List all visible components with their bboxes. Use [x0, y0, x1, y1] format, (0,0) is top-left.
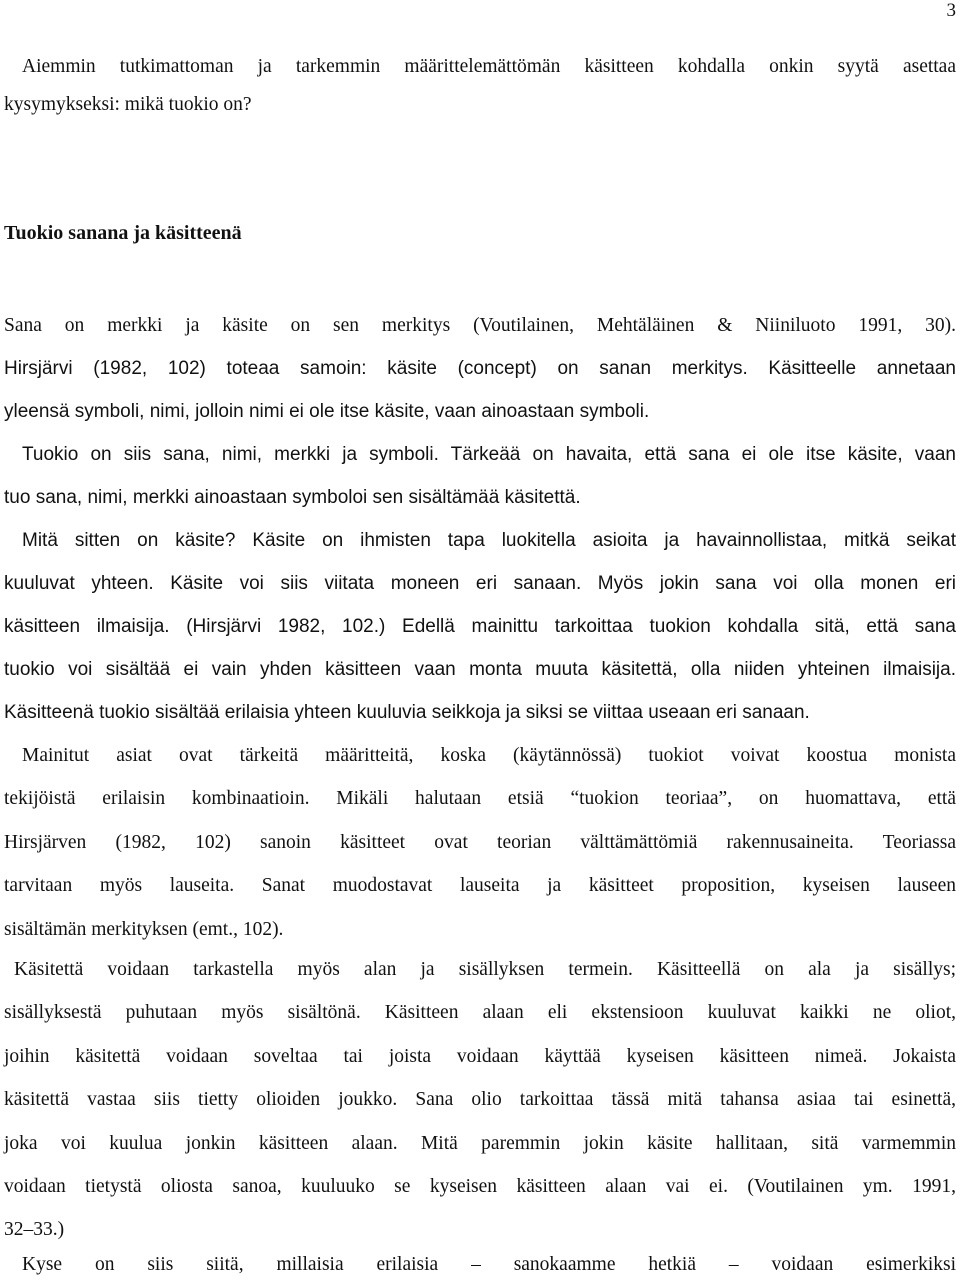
- paragraph-maaritteet: [4, 734, 956, 951]
- text-line: Mainitut asiat ovat tärkeitä määritteitä, koska (käytännössä) tuokiot voivat koostua monista: [22, 745, 956, 766]
- text-line: joka voi kuulua jonkin käsitteen alaan. Mitä paremmin jokin käsite hallitaan, sitä varmemmin: [4, 1132, 956, 1154]
- text-line: Mitä sitten on käsite? Käsite on ihmisten tapa luokitella asioita ja havainnollistaa, mitkä seikat: [22, 530, 956, 551]
- text-line: tuokio voi sisältää ei vain yhden käsitteen vaan monta muuta käsitettä, olla niiden yhteinen ilmaisija.: [4, 659, 956, 680]
- text-line: Sana on merkki ja käsite on sen merkitys (Voutilainen, Mehtäläinen & Niiniluoto 1991, 30).: [4, 315, 956, 336]
- paragraph-kyse: [4, 1246, 956, 1284]
- intro-paragraph: [4, 48, 956, 124]
- text-line: Hirsjärvi (1982, 102) toteaa samoin: käsite (concept) on sanan merkitys. Käsitteelle annetaan: [4, 358, 956, 379]
- text-line: Aiemmin tutkimattoman ja tarkemmin määrittelemättömän käsitteen kohdalla onkin syytä asettaa: [22, 56, 956, 77]
- paragraph-sana-ja-kasite: [4, 304, 956, 734]
- section-heading: Tuokio sanana ja käsitteenä: [4, 222, 242, 244]
- text-line: sisältämän merkityksen (emt., 102).: [4, 918, 284, 940]
- text-line: kuuluvat yhteen. Käsite voi siis viitata moneen eri sanaan. Myös jokin sana voi olla monen eri: [4, 573, 956, 594]
- text-line: Hirsjärven (1982, 102) sanoin käsitteet ovat teorian välttämättömiä rakennusaineita. Teoriassa: [4, 831, 956, 853]
- text-line: Käsitteenä tuokio sisältää erilaisia yhteen kuuluvia seikkoja ja siksi se viittaa useaan eri sanaan.: [4, 702, 810, 723]
- text-line: Kyse on siis siitä, millaisia erilaisia – sanokaamme hetkiä – voidaan esimerkiksi: [22, 1254, 956, 1275]
- text-line: sisällyksestä puhutaan myös sisältönä. Käsitteen alaan eli ekstensioon kuuluvat kaikki ne oliot,: [4, 1002, 956, 1024]
- text-line: käsitteen ilmaisija. (Hirsjärvi 1982, 102.) Edellä mainittu tarkoittaa tuokion kohdalla sitä, että sana: [4, 616, 956, 637]
- text-line: Käsitettä voidaan tarkastella myös alan ja sisällyksen termein. Käsitteellä on ala ja sisällys;: [14, 959, 956, 980]
- text-line: kysymykseksi: mikä tuokio on?: [4, 94, 252, 115]
- paragraph-ala-ja-sisallys: [4, 948, 956, 1252]
- text-line: voidaan tietystä oliosta sanoa, kuuluuko se kyseisen käsitteen alaan vai ei. (Voutilainen ym. 1991,: [4, 1176, 956, 1198]
- text-line: joihin käsitettä voidaan soveltaa tai joista voidaan käyttää kyseisen käsitteen nimeä. Jokaista: [4, 1045, 956, 1067]
- page-number: 3: [946, 0, 956, 21]
- text-line: Tuokio on siis sana, nimi, merkki ja symboli. Tärkeää on havaita, että sana ei ole itse käsite, vaan: [22, 444, 956, 465]
- text-line: tuo sana, nimi, merkki ainoastaan symboloi sen sisältämää käsitettä.: [4, 487, 581, 508]
- text-line: 32–33.): [4, 1219, 65, 1241]
- text-line: yleensä symboli, nimi, jolloin nimi ei ole itse käsite, vaan ainoastaan symboli.: [4, 401, 650, 422]
- text-line: käsitettä vastaa siis tietty olioiden joukko. Sana olio tarkoittaa tässä mitä tahansa asiaa tai esinettä,: [4, 1089, 956, 1111]
- text-line: tekijöistä erilaisin kombinaatioin. Mikäli halutaan etsiä “tuokion teoriaa”, on huomattava, että: [4, 788, 956, 810]
- text-line: tarvitaan myös lauseita. Sanat muodostavat lauseita ja käsitteet proposition, kyseisen lauseen: [4, 875, 956, 897]
